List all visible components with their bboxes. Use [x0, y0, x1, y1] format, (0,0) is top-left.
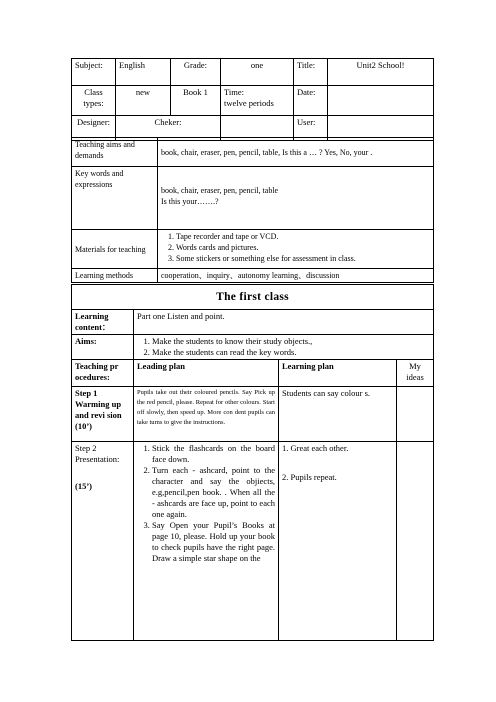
aims-label: Aims: [72, 335, 134, 360]
materials-item: 3. Some stickers or something else for assessment in class. [176, 253, 430, 264]
materials-list [161, 231, 430, 264]
date-value [328, 86, 434, 116]
header-table [71, 58, 434, 141]
step-1-ideas [397, 387, 434, 442]
step-2-item: 3. Say Open your Pupil’s Books at page 10, please. Hold up your book to check pupils have the right page. Draw a simple star shape on the [152, 520, 275, 564]
materials-label: Materials for teaching [72, 230, 158, 269]
date-label: Date: [294, 86, 328, 116]
subject-value: English [116, 59, 171, 86]
materials-item: 1. Tape recorder and tape or VCD. [176, 231, 430, 242]
step-2-learning [279, 442, 397, 641]
key-words-line-1: book, chair, eraser, pen, pencil, table [161, 186, 279, 195]
procedures-header: Teaching pr ocedures: [72, 360, 134, 387]
aims-item: 2. Make the students can read the key words. [152, 347, 430, 358]
title-value: Unit2 School! [328, 59, 434, 86]
title-label: Title: [294, 59, 328, 86]
key-words-label: Key words and expressions [72, 167, 158, 230]
learning-plan-header: Learning plan [279, 360, 397, 387]
learning-content-label: Learning content： [72, 310, 134, 335]
step-2-list [137, 443, 275, 564]
key-words-line-2: Is this your…….? [161, 197, 219, 206]
grade-value: one [221, 59, 294, 86]
learning-methods-label: Learning methods [72, 269, 158, 283]
step-2-time: (15’) [75, 481, 92, 491]
aims-cell [134, 335, 434, 360]
aims-list [137, 336, 430, 358]
time-value: twelve periods [224, 98, 274, 108]
checker-label: Cheker: [116, 116, 221, 141]
designer-label: Designer: [72, 116, 116, 141]
step-2-label: Step 2 Presentation: [75, 443, 120, 464]
my-ideas-header: My ideas [397, 360, 434, 387]
step-1-leading: Pupils take out their coloured pencils. Say Pick up the red pencil, please. Repeat for other colours. Start off slowly, then speed up. More con dent pupils can take turns to give the instructions. [134, 387, 279, 442]
step-2-ideas [397, 442, 434, 641]
overview-table [71, 137, 434, 283]
class-types-value: new [116, 86, 171, 116]
step-2-cell [72, 442, 134, 641]
step-1-learning: Students can say colour s. [279, 387, 397, 442]
step-2-leading [134, 442, 279, 641]
materials-item: 2. Words cards and pictures. [176, 242, 430, 253]
aims-item: 1. Make the students to know their study objects., [152, 336, 430, 347]
time-label: Time: [224, 87, 245, 97]
step-2-item: 2. Turn each - ashcard, point to the character and say the objiects, e.g,pencil,pen book. . When all the - ashcards are face up, point to each one again. [152, 465, 275, 520]
learning-content-value: Part one Listen and point. [134, 310, 434, 335]
step-1-cell [72, 387, 134, 442]
teaching-aims-text: book, chair, eraser, pen, pencil, table, Is this a … ? Yes, No, your . [158, 138, 434, 167]
step-2-learning-2: 2. Pupils repeat. [282, 472, 337, 482]
step-1-time: (10’) [75, 421, 92, 431]
book-value: Book 1 [171, 86, 221, 116]
key-words-cell [158, 167, 434, 230]
learning-methods-value: cooperation、inquiry、autonomy learning、discussion [158, 269, 434, 283]
class-title: The first class [72, 285, 434, 310]
teaching-aims-label: Teaching aims and demands [72, 138, 158, 167]
lesson-table [71, 284, 434, 641]
step-1-label: Step 1 Warming up and revi sion [75, 388, 122, 420]
time-field [221, 86, 294, 116]
step-2-item: 1. Stick the flashcards on the board face down. [152, 443, 275, 465]
user-label: User: [294, 116, 328, 141]
class-types-label: Class types: [72, 86, 116, 116]
grade-label: Grade: [171, 59, 221, 86]
subject-label: Subject: [72, 59, 116, 86]
materials-cell [158, 230, 434, 269]
leading-plan-header: Leading plan [134, 360, 279, 387]
step-2-learning-1: 1. Great each other. [282, 443, 349, 453]
